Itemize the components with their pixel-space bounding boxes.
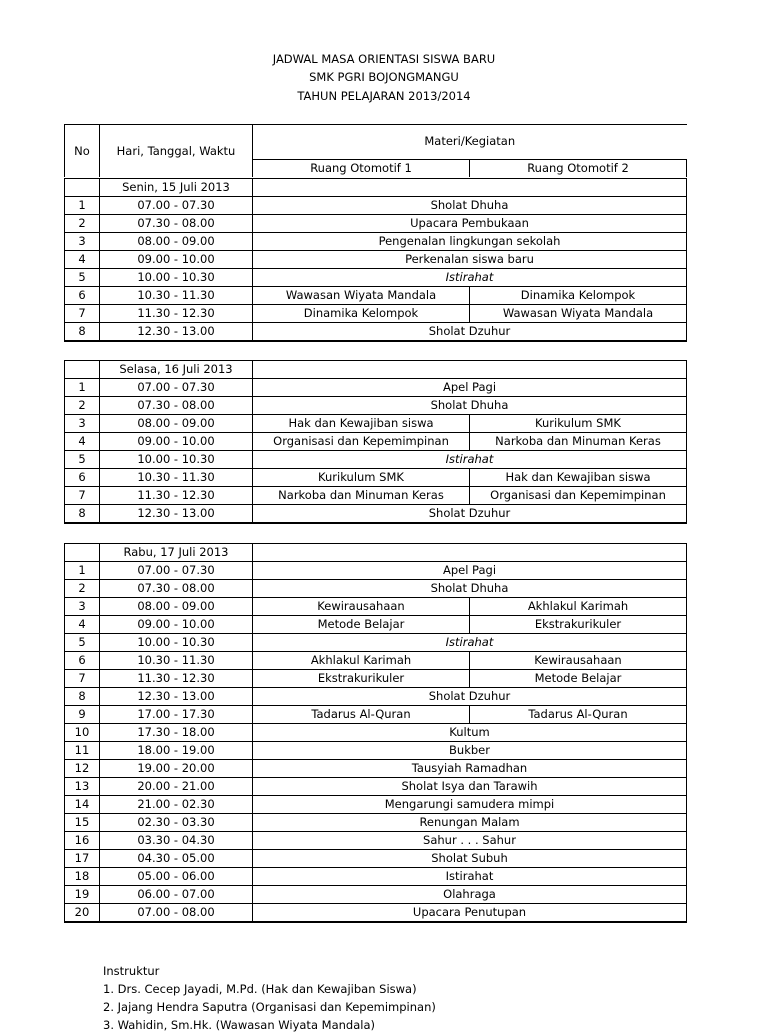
day-label: Senin, 15 Juli 2013 [100,179,253,197]
row-activity-room1: Hak dan Kewajiban siswa [253,415,470,433]
table-row [65,688,687,706]
row-time: 07.00 - 08.00 [100,904,253,923]
row-time: 07.00 - 07.30 [100,562,253,580]
row-time: 12.30 - 13.00 [100,323,253,342]
table-row [65,323,687,342]
row-no: 2 [65,215,100,233]
row-time: 07.30 - 08.00 [100,580,253,598]
row-no: 8 [65,323,100,342]
row-activity: Istirahat [253,451,687,469]
row-time: 10.00 - 10.30 [100,269,253,287]
row-activity-room2: Ekstrakurikuler [470,616,687,634]
table-row [65,868,687,886]
row-no: 1 [65,197,100,215]
row-activity-room2: Metode Belajar [470,670,687,688]
col-room1-header: Ruang Otomotif 1 [253,159,470,177]
row-activity: Upacara Pembukaan [253,215,687,233]
instructor-item: 1. Drs. Cecep Jayadi, M.Pd. (Hak dan Kewajiban Siswa) [103,982,417,996]
row-time: 07.00 - 07.30 [100,379,253,397]
table-row [65,487,687,505]
doc-title-line2: SMK PGRI BOJONGMANGU [309,70,459,84]
table-row [65,742,687,760]
row-no: 5 [65,269,100,287]
row-no: 2 [65,397,100,415]
table-row [65,233,687,251]
row-no: 3 [65,233,100,251]
row-activity: Sholat Dhuha [253,397,687,415]
row-activity-room2: Kewirausahaan [470,652,687,670]
day-label: Selasa, 16 Juli 2013 [100,361,253,379]
table-row [65,562,687,580]
row-activity: Olahraga [253,886,687,904]
table-row [65,724,687,742]
table-row [65,433,687,451]
day-table [64,178,687,342]
row-activity-room1: Metode Belajar [253,616,470,634]
row-no: 8 [65,505,100,524]
table-row [65,451,687,469]
table-row [65,850,687,868]
row-activity-room2: Hak dan Kewajiban siswa [470,469,687,487]
row-activity: Sholat Dzuhur [253,323,687,342]
table-row [65,197,687,215]
row-no: 14 [65,796,100,814]
row-activity-room2: Kurikulum SMK [470,415,687,433]
row-no: 12 [65,760,100,778]
table-row [65,580,687,598]
table-row [65,616,687,634]
row-time: 10.30 - 11.30 [100,287,253,305]
row-time: 08.00 - 09.00 [100,598,253,616]
row-no: 16 [65,832,100,850]
doc-title-line3: TAHUN PELAJARAN 2013/2014 [297,89,471,103]
table-row [65,634,687,652]
instructor-title: Instruktur [103,964,160,978]
row-time: 17.30 - 18.00 [100,724,253,742]
row-no: 11 [65,742,100,760]
col-materi-header: Materi/Kegiatan [253,125,687,160]
row-time: 10.30 - 11.30 [100,652,253,670]
row-no: 17 [65,850,100,868]
row-activity: Apel Pagi [253,379,687,397]
row-no: 18 [65,868,100,886]
row-no: 4 [65,251,100,269]
row-no: 6 [65,469,100,487]
row-no: 5 [65,451,100,469]
table-row [65,215,687,233]
row-activity: Kultum [253,724,687,742]
row-activity: Sholat Dzuhur [253,688,687,706]
row-activity: Sholat Dzuhur [253,505,687,524]
row-activity: Pengenalan lingkungan sekolah [253,233,687,251]
table-row [65,832,687,850]
row-no: 13 [65,778,100,796]
row-time: 07.00 - 07.30 [100,197,253,215]
row-no: 3 [65,415,100,433]
row-activity-room2: Organisasi dan Kepemimpinan [470,487,687,505]
row-no: 6 [65,652,100,670]
table-row [65,415,687,433]
table-row [65,760,687,778]
row-no: 3 [65,598,100,616]
row-no: 4 [65,433,100,451]
row-time: 04.30 - 05.00 [100,850,253,868]
instructor-item: 3. Wahidin, Sm.Hk. (Wawasan Wiyata Mandala) [103,1018,375,1032]
row-time: 09.00 - 10.00 [100,251,253,269]
row-no: 9 [65,706,100,724]
row-activity-room2: Akhlakul Karimah [470,598,687,616]
row-no: 7 [65,487,100,505]
instructor-item: 2. Jajang Hendra Saputra (Organisasi dan Kepemimpinan) [103,1000,436,1014]
row-no: 1 [65,562,100,580]
row-activity: Istirahat [253,868,687,886]
doc-title-line1: JADWAL MASA ORIENTASI SISWA BARU [272,52,496,66]
row-time: 17.00 - 17.30 [100,706,253,724]
table-row [65,251,687,269]
row-activity: Apel Pagi [253,562,687,580]
row-time: 21.00 - 02.30 [100,796,253,814]
row-activity: Sholat Subuh [253,850,687,868]
table-row [65,670,687,688]
row-time: 11.30 - 12.30 [100,305,253,323]
row-no: 6 [65,287,100,305]
row-activity: Tausyiah Ramadhan [253,760,687,778]
row-activity: Sholat Isya dan Tarawih [253,778,687,796]
row-activity-room1: Akhlakul Karimah [253,652,470,670]
row-time: 08.00 - 09.00 [100,415,253,433]
row-no: 7 [65,670,100,688]
table-row [65,469,687,487]
row-time: 02.30 - 03.30 [100,814,253,832]
row-time: 08.00 - 09.00 [100,233,253,251]
row-activity-room1: Ekstrakurikuler [253,670,470,688]
row-time: 10.30 - 11.30 [100,469,253,487]
row-time: 10.00 - 10.30 [100,451,253,469]
row-activity-room1: Organisasi dan Kepemimpinan [253,433,470,451]
table-row [65,886,687,904]
row-activity-room1: Tadarus Al-Quran [253,706,470,724]
row-time: 11.30 - 12.30 [100,487,253,505]
table-row [65,778,687,796]
row-no: 2 [65,580,100,598]
table-row [65,796,687,814]
row-time: 19.00 - 20.00 [100,760,253,778]
row-time: 18.00 - 19.00 [100,742,253,760]
row-activity-room2: Tadarus Al-Quran [470,706,687,724]
row-activity: Perkenalan siswa baru [253,251,687,269]
table-row [65,305,687,323]
table-row [65,379,687,397]
instructor-list [103,962,436,1034]
row-no: 4 [65,616,100,634]
row-time: 11.30 - 12.30 [100,670,253,688]
day-table [64,360,687,524]
row-time: 07.30 - 08.00 [100,397,253,415]
row-no: 7 [65,305,100,323]
table-row [65,505,687,524]
row-activity: Bukber [253,742,687,760]
schedule-header [64,124,687,177]
col-time-header: Hari, Tanggal, Waktu [100,125,253,178]
row-time: 09.00 - 10.00 [100,616,253,634]
row-no: 20 [65,904,100,923]
row-activity-room2: Narkoba dan Minuman Keras [470,433,687,451]
row-activity: Renungan Malam [253,814,687,832]
row-activity: Sholat Dhuha [253,197,687,215]
table-row [65,652,687,670]
row-activity-room1: Narkoba dan Minuman Keras [253,487,470,505]
table-row [65,814,687,832]
row-activity: Sholat Dhuha [253,580,687,598]
row-activity-room1: Dinamika Kelompok [253,305,470,323]
col-no-header: No [65,125,100,178]
day-label-no [65,361,100,379]
row-activity-room2: Dinamika Kelompok [470,287,687,305]
table-row [65,397,687,415]
day-label-no [65,544,100,562]
table-row [65,287,687,305]
row-activity: Upacara Penutupan [253,904,687,923]
day-label-blank [253,179,687,197]
row-time: 07.30 - 08.00 [100,215,253,233]
table-row [65,904,687,923]
row-time: 20.00 - 21.00 [100,778,253,796]
row-activity: Sahur . . . Sahur [253,832,687,850]
row-no: 15 [65,814,100,832]
row-no: 8 [65,688,100,706]
day-label: Rabu, 17 Juli 2013 [100,544,253,562]
row-time: 10.00 - 10.30 [100,634,253,652]
row-no: 10 [65,724,100,742]
row-no: 1 [65,379,100,397]
day-label-blank [253,544,687,562]
day-label-blank [253,361,687,379]
row-time: 06.00 - 07.00 [100,886,253,904]
table-row [65,706,687,724]
row-activity: Istirahat [253,634,687,652]
row-activity-room1: Kurikulum SMK [253,469,470,487]
row-activity-room2: Wawasan Wiyata Mandala [470,305,687,323]
row-time: 09.00 - 10.00 [100,433,253,451]
row-no: 5 [65,634,100,652]
row-no: 19 [65,886,100,904]
row-activity-room1: Wawasan Wiyata Mandala [253,287,470,305]
row-time: 03.30 - 04.30 [100,832,253,850]
row-time: 05.00 - 06.00 [100,868,253,886]
row-activity: Mengarungi samudera mimpi [253,796,687,814]
day-table [64,543,687,923]
row-activity: Istirahat [253,269,687,287]
row-time: 12.30 - 13.00 [100,688,253,706]
table-row [65,269,687,287]
table-row [65,598,687,616]
day-label-no [65,179,100,197]
col-room2-header: Ruang Otomotif 2 [470,159,687,177]
row-time: 12.30 - 13.00 [100,505,253,524]
row-activity-room1: Kewirausahaan [253,598,470,616]
